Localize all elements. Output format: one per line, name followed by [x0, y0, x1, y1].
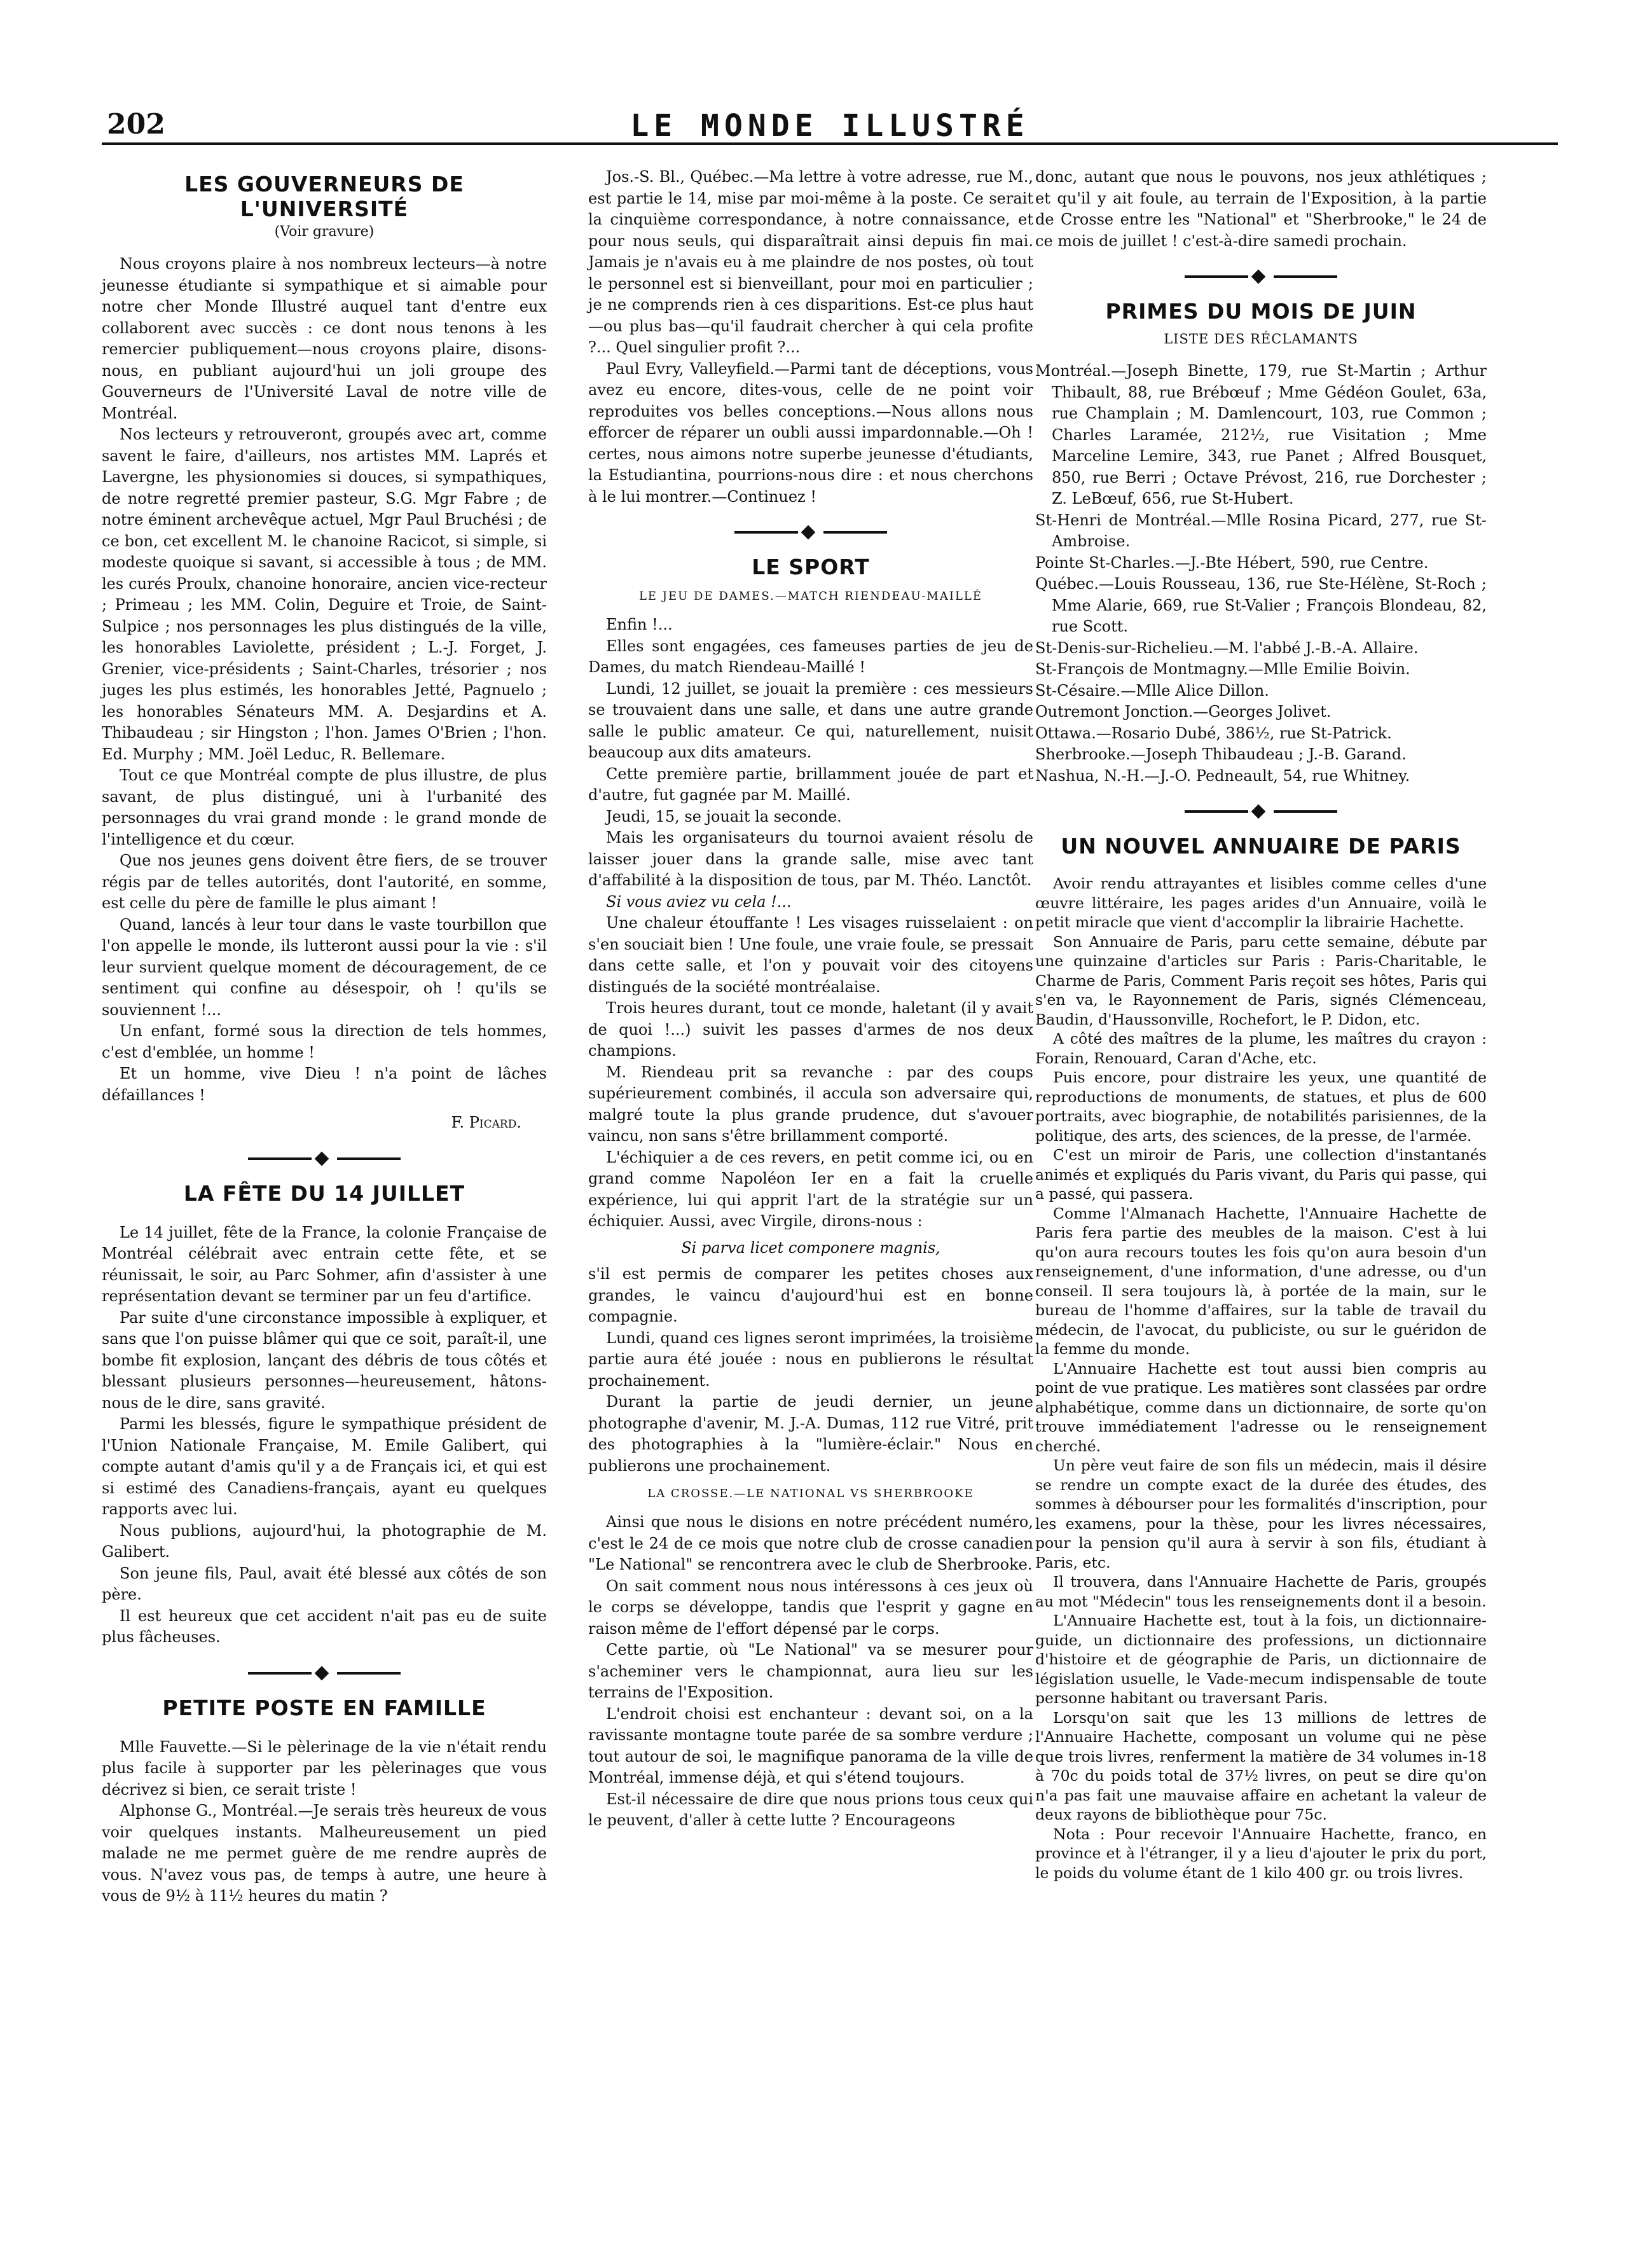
paragraph: C'est un miroir de Paris, une collection d'instantanés animés et expliqués du Paris vivant, du Paris qui passe, qui a passé, qui passera. — [1035, 1146, 1487, 1203]
paragraph: s'il est permis de comparer les petites choses aux grandes, le vaincu d'aujourd'hui est en bonne compagnie. — [588, 1265, 1033, 1325]
paragraph: Jeudi, 15, se jouait la seconde. — [606, 807, 842, 825]
paragraph: Est-il nécessaire de dire que nous prions tous ceux qui le peuvent, d'aller à cette lutte ? Encourageons — [588, 1790, 1033, 1829]
page-header — [102, 106, 1558, 145]
paragraph: M. Riendeau prit sa revanche : par des coups supérieurement combinés, il accula son adversaire qui, malgré toute la plus grande prudence, dut s'avouer vaincu, non sans s'être brillamment comporté. — [588, 1063, 1033, 1145]
paragraph: Et un homme, vive Dieu ! n'a point de lâches défaillances ! — [102, 1065, 547, 1104]
ornamental-rule — [1185, 268, 1337, 285]
paragraph: Nota : Pour recevoir l'Annuaire Hachette, franco, en province et à l'étranger, il y a lieu d'ajouter le prix du port, le poids du volume étant de 1 kilo 400 gr. ou trois livres. — [1035, 1825, 1487, 1882]
latin-quote: Si parva licet componere magnis, — [681, 1238, 940, 1257]
paragraph: Nous croyons plaire à nos nombreux lecteurs—à notre jeunesse étudiante si sympathique et si aimable pour notre cher Monde Illustré auquel tant d'entre eux collaborent avec succès : ce dont nous tenons à les remercier publiquement—nous croyons plaire, disons-nous, en publiant aujourd'hui un joli groupe des Gouverneurs de l'Université Laval de notre ville de Montréal. — [102, 255, 547, 422]
list-item: St-Césaire.—Mlle Alice Dillon. — [1035, 681, 1269, 700]
column-2 — [588, 167, 1033, 1832]
article-title-sport: LE SPORT — [752, 555, 870, 579]
paragraph: Il est heureux que cet accident n'ait pas eu de suite plus fâcheuses. — [102, 1606, 547, 1646]
ornamental-rule — [248, 1665, 401, 1682]
list-item: Pointe St-Charles.—J.-Bte Hébert, 590, rue Centre. — [1035, 553, 1429, 572]
paragraph: On sait comment nous nous intéressons à ces jeux où le corps se développe, tandis que l'esprit y gagne en raison même de l'effort dépensé par le corps. — [588, 1577, 1033, 1638]
paragraph: donc, autant que nous le pouvons, nos jeux athlétiques ; et qu'il y ait foule, au terrain de l'Exposition, à la partie de Crosse entre les "National" et "Sherbrooke," le 24 de ce mois de juillet ! c'est-à-dire samedi prochain. — [1035, 168, 1487, 250]
paragraph: Son Annuaire de Paris, paru cette semaine, débute par une quinzaine d'articles sur Paris : Paris-Charitable, le Charme de Paris, Comment Paris reçoit ses hôtes, Paris qui s'en va, le Rayonnement de Paris, signés Clémenceau, Baudin, d'Haussonville, Rochefort, le P. Didon, etc. — [1035, 932, 1487, 1028]
article-subtitle-primes: LISTE DES RÉCLAMANTS — [1164, 331, 1358, 347]
paragraph: Lorsqu'on sait que les 13 millions de lettres de l'Annuaire Hachette, composant un volume qui ne pèse que trois livres, renferment la matière de 34 volumes in-18 à 70c du poids total de 37½ livres, on peut se dire qu'on n'a pas fait une mauvaise affaire en achetant la valeur de deux rayons de bibliothèque pour 75c. — [1035, 1708, 1487, 1823]
article-title-annuaire: UN NOUVEL ANNUAIRE DE PARIS — [1061, 834, 1461, 859]
section-kicker-dames: LE JEU DE DAMES.—MATCH RIENDEAU-MAILLÉ — [638, 590, 983, 603]
paragraph: Enfin !... — [606, 616, 673, 633]
article-title-gouverneurs: LES GOUVERNEURS DE L'UNIVERSITÉ — [184, 172, 464, 221]
list-item: St-Denis-sur-Richelieu.—M. l'abbé J.-B.-A. Allaire. — [1035, 639, 1419, 657]
paragraph: Mlle Fauvette.—Si le pèlerinage de la vie n'était rendu plus facile à supporter par les pèlerinages que vous décrivez si bien, ce serait triste ! — [102, 1737, 547, 1799]
paragraph: Alphonse G., Montréal.—Je serais très heureux de vous voir quelques instants. Malheureusement un pied malade ne me permet guère de me rendre auprès de vous. N'avez vous pas, de temps à autre, une heure à vous de 9½ à 11½ heures du matin ? — [102, 1802, 547, 1905]
list-item: Montréal.—Joseph Binette, 179, rue St-Martin ; Arthur Thibault, 88, rue Brébœuf ; Mme Gédéon Goulet, 63a, rue Champlain ; M. Damlencourt, 103, rue Common ; Charles Laramée, 212½, rue Visitation ; Mme Marceline Lemire, 343, rue Panet ; Alfred Bousquet, 850, rue Berri ; Octave Prévost, 216, rue Dorchester ; Z. LeBœuf, 656, rue St-Hubert. — [1035, 362, 1487, 508]
paragraph: Une chaleur étouffante ! Les visages ruisselaient : on s'en souciait bien ! Une foule, une vraie foule, se pressait dans cette salle, et l'on y pouvait voir des citoyens distingués de la société montréalaise. — [588, 914, 1033, 996]
list-item: Outremont Jonction.—Georges Jolivet. — [1035, 703, 1332, 721]
section-kicker-crosse: LA CROSSE.—LE NATIONAL VS SHERBROOKE — [647, 1487, 974, 1500]
paragraph: Puis encore, pour distraire les yeux, une quantité de reproductions de monuments, de statues, et plus de 600 portraits, avec biographie, de notabilités parisiennes, de la politique, des arts, des sciences, de la presse, de l'armée. — [1035, 1068, 1487, 1145]
list-item: St-Henri de Montréal.—Mlle Rosina Picard, 277, rue St-Ambroise. — [1035, 511, 1487, 550]
paragraph: L'endroit choisi est enchanteur : devant soi, on a la ravissante montagne toute parée de sa sombre verdure ; tout autour de soi, le magnifique panorama de la ville de Montréal, immense déjà, et qui s'étend toujours. — [588, 1704, 1033, 1786]
article-title-primes: PRIMES DU MOIS DE JUIN — [1105, 299, 1417, 324]
paragraph: Si vous aviez vu cela !... — [606, 892, 792, 911]
paragraph: L'échiquier a de ces revers, en petit comme ici, ou en grand comme Napoléon Ier en a fait la cruelle expérience, lui qui apprit l'art de la stratégie sur un échiquier. Aussi, avec Virgile, dirons-nous : — [588, 1148, 1033, 1230]
paragraph: Parmi les blessés, figure le sympathique président de l'Union Nationale Française, M. Emile Galibert, qui compte autant d'amis qu'il y a de Français ici, et qui est si estimé des Canadiens-français, ayant eu quelques rapports avec lui. — [102, 1415, 547, 1518]
paragraph: L'Annuaire Hachette est tout aussi bien compris au point de vue pratique. Les matières sont classées par ordre alphabétique, comme dans un dictionnaire, de sorte qu'on trouve immédiatement l'adresse ou le renseignement cherché. — [1035, 1359, 1487, 1455]
paragraph: A côté des maîtres de la plume, les maîtres du crayon : Forain, Renouard, Caran d'Ache, etc. — [1035, 1030, 1487, 1067]
paragraph: Son jeune fils, Paul, avait été blessé aux côtés de son père. — [102, 1564, 547, 1603]
paragraph: Nous publions, aujourd'hui, la photographie de M. Galibert. — [102, 1521, 547, 1561]
paragraph: Paul Evry, Valleyfield.—Parmi tant de déceptions, vous avez eu encore, dites-vous, celle de ne point voir reproduites vos belles conceptions.—Nous allons nous efforcer de réparer un oubli aussi impardonnable.—Oh ! certes, nous aimons notre superbe jeunesse d'étudiants, la Estudiantina, pourrions-nous dire : et nous cherchons à le lui montrer.—Continuez ! — [588, 359, 1033, 506]
paragraph: Nos lecteurs y retrouveront, groupés avec art, comme savent le faire, d'ailleurs, nos artistes MM. Laprés et Lavergne, les physionomies si douces, si sympathiques, de notre regretté premier pasteur, S.G. Mgr Fabre ; de notre éminent archevêque actuel, Mgr Paul Bruchési ; de ce bon, cet excellent M. le chanoine Racicot, si simple, si modeste quoique si savant, si accessible à tous ; de MM. les curés Proulx, chanoine honoraire, ancien vice-recteur ; Primeau ; les MM. Colin, Deguire et Troie, de Saint-Sulpice ; nos personnages les plus distingués de la ville, les honorables Laviolette, président ; L.-J. Forget, J. Grenier, vice-présidents ; Saint-Charles, trésorier ; nos juges les plus estimés, les honorables Jetté, Pagnuelo ; les honorables Sénateurs MM. A. Desjardins et A. Thibaudeau ; sir Hingston ; l'hon. James O'Brien ; l'hon. Ed. Murphy ; MM. Joël Leduc, R. Bellemare. — [102, 425, 547, 763]
list-item: Québec.—Louis Rousseau, 136, rue Ste-Hélène, St-Roch ; Mme Alarie, 669, rue St-Valier ; François Blondeau, 82, rue Scott. — [1035, 575, 1487, 635]
paragraph: Lundi, 12 juillet, se jouait la première : ces messieurs se trouvaient dans une salle, et dans une autre grande salle le public amateur. Ce qui, naturellement, nuisit beaucoup aux dits amateurs. — [588, 679, 1033, 761]
paragraph: L'Annuaire Hachette est, tout à la fois, un dictionnaire-guide, un dictionnaire des professions, un dictionnaire d'histoire et de géographie de Paris, un dictionnaire de législation usuelle, le Vade-mecum indispensable de toute personne habitant ou traversant Paris. — [1035, 1612, 1487, 1707]
paragraph: Jos.-S. Bl., Québec.—Ma lettre à votre adresse, rue M., est partie le 14, mise par moi-même à la poste. Ce serait la cinquième correspondance, à notre connaissance, et pour nous seuls, qui disparaîtrait ainsi depuis fin mai. Jamais je n'avais eu à me plaindre de nos postes, où tout le personnel est si bienveillant, pour moi en particulier ; je ne comprends rien à ces disparitions. Est-ce plus haut—ou plus bas—qu'il faudrait chercher à qui cela profite ?... Quel singulier profit ?... — [588, 168, 1033, 356]
paragraph: Cette partie, où "Le National" va se mesurer pour s'acheminer vers le championnat, aura lieu sur les terrains de l'Exposition. — [588, 1641, 1033, 1701]
paragraph: Elles sont engagées, ces fameuses parties de jeu de Dames, du match Riendeau-Maillé ! — [588, 637, 1033, 676]
list-item: Nashua, N.-H.—J.-O. Pedneault, 54, rue Whitney. — [1035, 766, 1410, 785]
paragraph: Mais les organisateurs du tournoi avaient résolu de laisser jouer dans la grande salle, mise avec tant d'affabilité à la disposition de tous, par M. Théo. Lanctôt. — [588, 829, 1033, 889]
ornamental-rule — [1185, 803, 1337, 820]
journal-title: LE MONDE ILLUSTRÉ — [630, 108, 1029, 144]
article-title-poste: PETITE POSTE EN FAMILLE — [162, 1695, 486, 1720]
paragraph: Que nos jeunes gens doivent être fiers, de se trouver régis par de telles autorités, dont l'autorité, en somme, est celle du père de famille le plus aimant ! — [102, 852, 547, 912]
page-number: 202 — [107, 108, 165, 141]
paragraph: Lundi, quand ces lignes seront imprimées, la troisième partie aura été jouée : nous en publierons le résultat prochainement. — [588, 1329, 1033, 1390]
column-3 — [1035, 167, 1487, 1882]
ornamental-rule — [248, 1150, 401, 1167]
paragraph: Durant la partie de jeudi dernier, un jeune photographe d'avenir, M. J.-A. Dumas, 112 rue Vitré, prit des photographies à la "lumière-éclair." Nous en publierons une prochainement. — [588, 1393, 1033, 1475]
paragraph: Trois heures durant, tout ce monde, haletant (il y avait de quoi !...) suivit les passes d'armes de nos deux champions. — [588, 999, 1033, 1060]
paragraph: Le 14 juillet, fête de la France, la colonie Française de Montréal célébrait avec entrain cette fête, et se réunissait, le soir, au Parc Sohmer, afin d'assister à une représentation devant se terminer par un feu d'artifice. — [102, 1223, 547, 1305]
paragraph: Cette première partie, brillamment jouée de part et d'autre, fut gagnée par M. Maillé. — [588, 764, 1033, 804]
paragraph: Comme l'Almanach Hachette, l'Annuaire Hachette de Paris fera partie des meubles de la maison. C'est à lui qu'on aura recours toutes les fois qu'on aura besoin d'un renseignement, d'une information, d'une adresse, ou d'un conseil. Il sera toujours là, à portée de la main, sur le bureau de l'homme d'affaires, sur la table de travail du médecin, de l'avocat, du publiciste, ou sur le guéridon de la femme du monde. — [1035, 1204, 1487, 1358]
paragraph: Un père veut faire de son fils un médecin, mais il désire se rendre un compte exact de la durée des études, des sommes à débourser pour les formalités d'inscription, pour les examens, pour la thèse, pour les livres nécessaires, pour la pension qu'il aura à servir à son fils, étudiant à Paris, etc. — [1035, 1456, 1487, 1572]
paragraph: Tout ce que Montréal compte de plus illustre, de plus savant, de plus distingué, uni à l'urbanité des personnages du vrai grand monde : le grand monde de l'intelligence et du cœur. — [102, 766, 547, 848]
article-signature: F. Picard. — [451, 1114, 521, 1131]
paragraph: Ainsi que nous le disions en notre précédent numéro, c'est le 24 de ce mois que notre club de crosse canadien "Le National" se rencontrera avec le club de Sherbrooke. — [588, 1513, 1033, 1573]
list-item: Ottawa.—Rosario Dubé, 386½, rue St-Patrick. — [1035, 724, 1392, 742]
paragraph: Il trouvera, dans l'Annuaire Hachette de Paris, groupés au mot "Médecin" tous les renseignements dont il a besoin. — [1035, 1573, 1487, 1610]
paragraph: Un enfant, formé sous la direction de tels hommes, c'est d'emblée, un homme ! — [102, 1022, 547, 1061]
paragraph: Avoir rendu attrayantes et lisibles comme celles d'une œuvre littéraire, les pages arides d'un Annuaire, voilà le petit miracle que vient d'accomplir la librairie Hachette. — [1035, 874, 1487, 931]
list-item: Sherbrooke.—Joseph Thibaudeau ; J.-B. Garand. — [1035, 745, 1407, 763]
article-subtitle-gouverneurs: (Voir gravure) — [274, 224, 375, 240]
paragraph: Par suite d'une circonstance impossible à expliquer, et sans que l'on puisse blâmer qui que ce soit, paraît-il, une bombe fit explosion, lançant des débris de tous côtés et blessant plusieurs personnes—heureusement, hâtons-nous de le dire, sans gravité. — [102, 1308, 547, 1412]
article-body-annuaire — [1035, 874, 1487, 1882]
ornamental-rule — [734, 524, 887, 541]
column-1 — [102, 167, 547, 1907]
paragraph: Quand, lancés à leur tour dans le vaste tourbillon que l'on appelle le monde, ils lutteront aussi pour la vie : s'il leur survient quelque moment de découragement, de ce sentiment qui confine au désespoir, oh ! qu'ils se souviennent !... — [102, 915, 547, 1019]
article-title-fete: LA FÊTE DU 14 JUILLET — [183, 1180, 465, 1206]
list-item: St-François de Montmagny.—Mlle Emilie Boivin. — [1035, 660, 1410, 678]
